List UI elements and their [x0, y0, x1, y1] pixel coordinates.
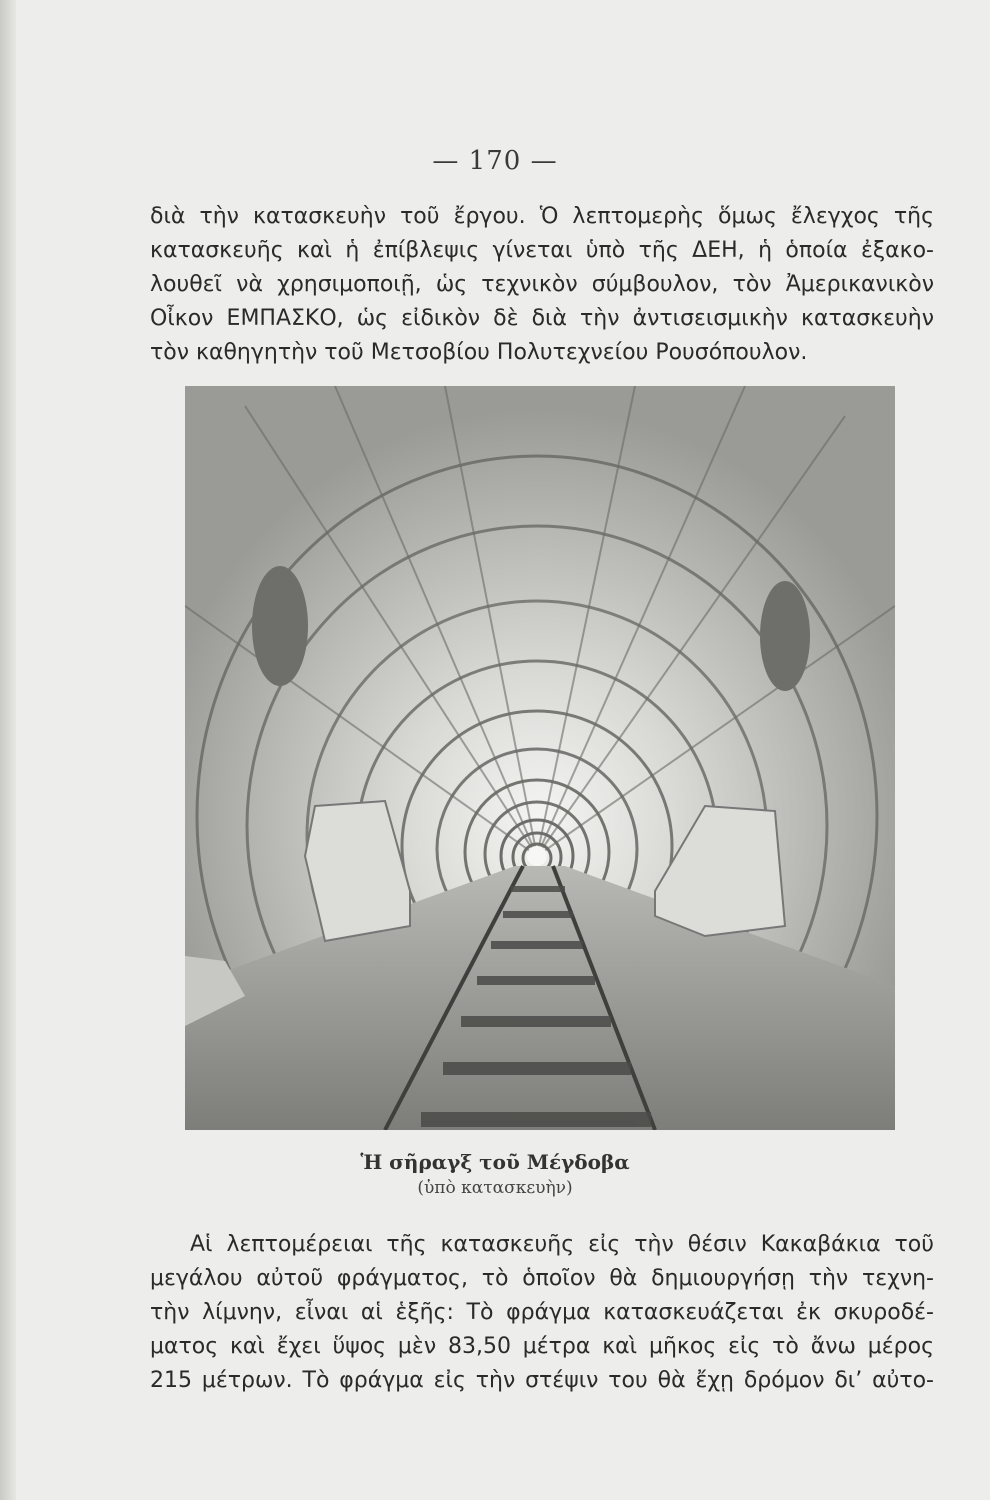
figure-caption	[0, 1150, 990, 1198]
page-edge-shadow	[0, 0, 16, 1500]
paragraph-line: διὰ τὴν κατασκευὴν τοῦ ἔργου. Ὁ λεπτομερὴς ὅμως ἔλεγχος τῆς	[150, 204, 934, 229]
caption-subtitle: (ὑπὸ κατασκευὴν)	[417, 1178, 573, 1198]
paragraph-line: ματος καὶ ἔχει ὕψος μὲν 83,50 μέτρα καὶ μῆκος εἰς τὸ ἄνω μέρος	[150, 1334, 934, 1359]
top-paragraph	[150, 200, 934, 370]
paragraph-line: Οἶκον ΕΜΠΑΣΚΟ, ὡς εἰδικὸν δὲ διὰ τὴν ἀντισεισμικὴν κατασκευὴν	[150, 306, 934, 331]
paragraph-line: Αἱ λεπτομέρειαι τῆς κατασκευῆς εἰς τὴν θέσιν Κακαβάκια τοῦ	[190, 1232, 934, 1257]
paragraph-line: τὴν λίμνην, εἶναι αἱ ἑξῆς: Τὸ φράγμα κατασκευάζεται ἐκ σκυροδέ-	[150, 1300, 934, 1325]
tunnel-photograph	[185, 386, 895, 1130]
paragraph-line: τὸν καθηγητὴν τοῦ Μετσοβίου Πολυτεχνείου Ρουσόπουλον.	[150, 340, 808, 365]
paragraph-line: κατασκευῆς καὶ ἡ ἐπίβλεψις γίνεται ὑπὸ τῆς ΔΕΗ, ἡ ὁποία ἐξακο-	[150, 238, 934, 263]
page-number: — 170 —	[432, 146, 558, 176]
paragraph-line: 215 μέτρων. Τὸ φράγμα εἰς τὴν στέψιν του θὰ ἔχῃ δρόμον δι’ αὐτο-	[150, 1368, 934, 1393]
paragraph-line: μεγάλου αὐτοῦ φράγματος, τὸ ὁποῖον θὰ δημιουργήσῃ τὴν τεχνη-	[150, 1266, 934, 1291]
paragraph-line: λουθεῖ νὰ χρησιμοποιῇ, ὡς τεχνικὸν σύμβουλον, τὸν Ἀμερικανικὸν	[150, 272, 934, 297]
bottom-paragraph	[150, 1228, 934, 1398]
caption-title: Ἡ σῆραγξ τοῦ Μέγδοβα	[360, 1150, 630, 1174]
